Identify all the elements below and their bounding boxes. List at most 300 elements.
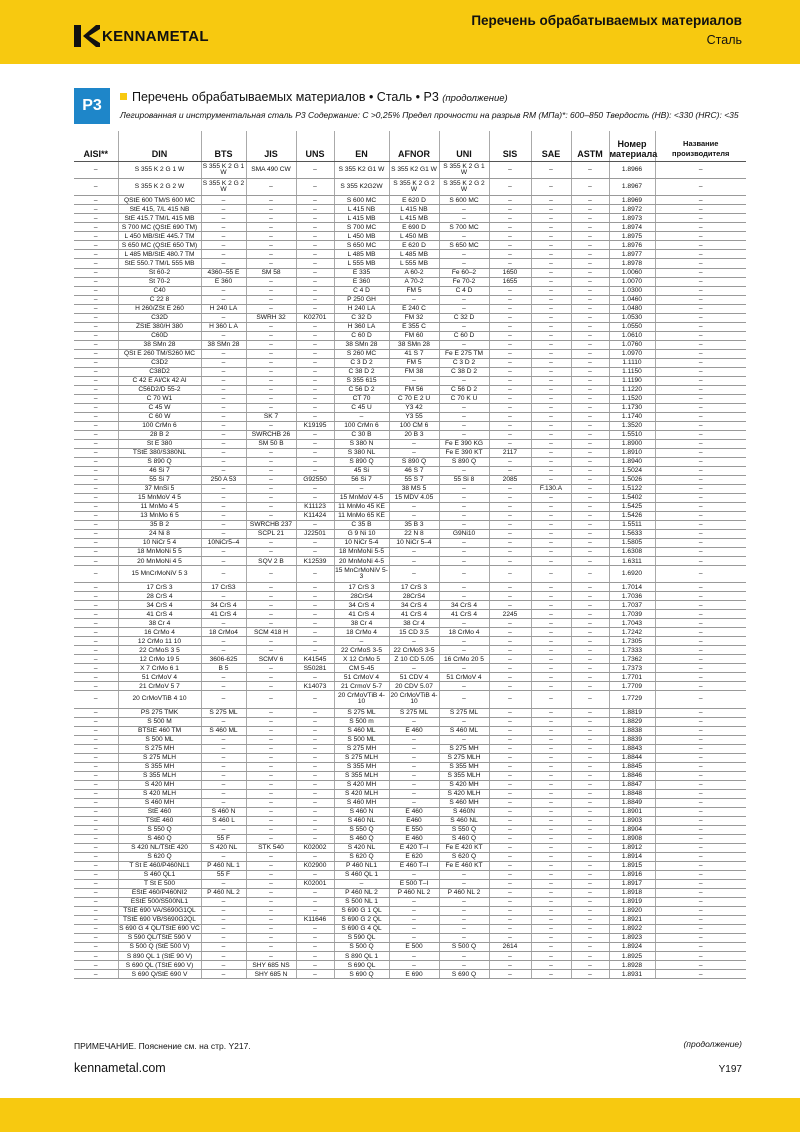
table-cell: – (439, 250, 489, 259)
table-cell: St 70-2 (118, 277, 201, 286)
table-cell: – (531, 897, 571, 906)
table-cell: – (74, 897, 118, 906)
table-cell: 17 CrS 3 (118, 583, 201, 592)
table-cell: 55 Si 7 (118, 475, 201, 484)
table-cell: 2614 (489, 942, 531, 951)
table-cell: – (531, 376, 571, 385)
table-cell: – (201, 592, 246, 601)
table-cell: – (74, 673, 118, 682)
table-cell: 1.7036 (609, 592, 655, 601)
table-cell: – (74, 241, 118, 250)
table-cell: – (246, 448, 296, 457)
table-cell: – (296, 816, 334, 825)
table-cell: P 460 NL 2 (201, 888, 246, 897)
table-cell: – (655, 726, 746, 735)
table-cell: – (74, 970, 118, 979)
table-cell: – (439, 484, 489, 493)
table-cell: S50281 (296, 664, 334, 673)
table-cell: – (571, 376, 609, 385)
table-cell: S 355 K 2 G 1 W (439, 162, 489, 179)
table-row (74, 798, 746, 807)
table-cell: – (246, 897, 296, 906)
table-cell: – (655, 583, 746, 592)
table-cell: 20 MnMoNi 4-5 (334, 557, 389, 566)
table-row (74, 295, 746, 304)
table-cell: – (246, 933, 296, 942)
table-cell: – (246, 340, 296, 349)
table-row (74, 538, 746, 547)
table-cell: E 620 D (389, 241, 439, 250)
table-cell: – (201, 744, 246, 753)
table-cell: 34 CrS 4 (389, 601, 439, 610)
table-cell: – (655, 566, 746, 583)
table-cell: 16 CrMo 20 5 (439, 655, 489, 664)
table-cell: S 620 Q (118, 852, 201, 861)
table-cell: 1.8903 (609, 816, 655, 825)
table-cell: – (571, 394, 609, 403)
table-cell: – (439, 547, 489, 556)
table-cell: – (531, 861, 571, 870)
section-title (120, 90, 508, 104)
table-row (74, 852, 746, 861)
table-cell: 38 SMn 28 (201, 340, 246, 349)
table-cell: – (74, 655, 118, 664)
table-cell: – (389, 735, 439, 744)
table-cell: – (334, 412, 389, 421)
table-cell: – (655, 557, 746, 566)
table-cell: – (571, 179, 609, 196)
table-row (74, 726, 746, 735)
table-cell: 46 Si 7 (118, 466, 201, 475)
table-cell: QSt E 260 TM/S260 MC (118, 349, 201, 358)
table-cell: – (296, 412, 334, 421)
table-cell: – (296, 708, 334, 717)
column-header: JIS (246, 131, 296, 162)
table-cell: – (531, 304, 571, 313)
table-cell: S 460 QL 1 (334, 870, 389, 879)
table-cell: 20 CrMoVTiB 4 10 (118, 691, 201, 708)
table-cell: C 3 D 2 (334, 358, 389, 367)
table-cell: – (296, 952, 334, 961)
table-cell: – (489, 331, 531, 340)
table-cell: – (201, 295, 246, 304)
table-cell: – (655, 970, 746, 979)
table-cell: – (201, 502, 246, 511)
table-cell: C56D2/D 55-2 (118, 385, 201, 394)
table-cell: H 360 LA (334, 322, 389, 331)
table-cell: – (655, 843, 746, 852)
table-cell: – (571, 610, 609, 619)
table-cell: – (74, 628, 118, 637)
table-cell: – (655, 538, 746, 547)
table-cell: – (201, 619, 246, 628)
table-cell: – (655, 493, 746, 502)
table-cell: – (489, 493, 531, 502)
table-cell: – (571, 349, 609, 358)
table-cell: C 60 D (334, 331, 389, 340)
table-cell: – (439, 376, 489, 385)
table-cell: – (246, 466, 296, 475)
table-cell: S 890 Q (334, 457, 389, 466)
table-cell: S 690 QL (334, 961, 389, 970)
table-cell: – (489, 538, 531, 547)
table-row (74, 493, 746, 502)
table-cell: G 9 Ni 10 (334, 529, 389, 538)
table-cell: SWRCHB 237 (246, 520, 296, 529)
table-cell: – (296, 583, 334, 592)
table-cell: 1.8848 (609, 789, 655, 798)
table-cell: H 260/ZSt E 260 (118, 304, 201, 313)
table-cell: – (531, 457, 571, 466)
table-cell: – (296, 780, 334, 789)
table-cell: – (74, 484, 118, 493)
table-cell: – (489, 484, 531, 493)
table-cell: – (571, 313, 609, 322)
table-cell: – (655, 403, 746, 412)
table-cell: – (655, 942, 746, 951)
table-row (74, 162, 746, 179)
table-cell: – (201, 789, 246, 798)
table-cell: – (655, 457, 746, 466)
table-cell: – (531, 430, 571, 439)
table-cell: A 70-2 (389, 277, 439, 286)
table-cell: – (489, 547, 531, 556)
table-cell: – (571, 682, 609, 691)
table-cell: – (439, 295, 489, 304)
table-cell: – (296, 628, 334, 637)
table-cell: 22 CrMoS 3-5 (389, 646, 439, 655)
table-cell: 18 CrMo 4 (334, 628, 389, 637)
table-cell: – (201, 682, 246, 691)
table-cell: E460 (389, 816, 439, 825)
table-cell: – (74, 726, 118, 735)
table-row (74, 924, 746, 933)
table-cell: – (439, 583, 489, 592)
table-cell: – (74, 358, 118, 367)
table-cell: S 500 ML (334, 735, 389, 744)
table-cell: SK 7 (246, 412, 296, 421)
table-cell: E 500 T–I (389, 879, 439, 888)
table-cell: – (489, 682, 531, 691)
table-cell: – (201, 232, 246, 241)
table-cell: – (296, 214, 334, 223)
table-cell: – (655, 511, 746, 520)
table-cell: S 690 G 4 QL/TStE 690 VC (119, 925, 200, 933)
table-cell: S 420 MH (118, 780, 201, 789)
table-cell: – (655, 322, 746, 331)
table-cell: – (246, 259, 296, 268)
table-row (74, 268, 746, 277)
column-header: UNS (296, 131, 334, 162)
table-cell: – (201, 385, 246, 394)
table-cell: – (201, 349, 246, 358)
table-row (74, 664, 746, 673)
table-cell: S 460 QL1 (118, 870, 201, 879)
table-cell: 12 CrMo 19 5 (118, 655, 201, 664)
table-cell: – (74, 870, 118, 879)
table-cell: 1.8969 (609, 196, 655, 205)
table-cell: – (571, 780, 609, 789)
table-cell: – (531, 970, 571, 979)
table-cell: – (489, 628, 531, 637)
table-cell: – (655, 906, 746, 915)
table-cell: – (74, 843, 118, 852)
table-cell: – (531, 502, 571, 511)
column-header: SAE (531, 131, 571, 162)
table-row (74, 484, 746, 493)
table-cell: – (571, 942, 609, 951)
table-cell: L 450 MB (334, 232, 389, 241)
table-cell: – (571, 789, 609, 798)
table-row (74, 448, 746, 457)
table-cell: – (201, 879, 246, 888)
table-cell: – (246, 367, 296, 376)
table-cell: – (531, 232, 571, 241)
table-cell: – (531, 475, 571, 484)
column-header: BTS (201, 131, 246, 162)
table-cell: – (531, 394, 571, 403)
table-cell: – (389, 897, 439, 906)
table-cell: – (531, 744, 571, 753)
table-cell: – (439, 214, 489, 223)
table-cell: L 415 NB (389, 205, 439, 214)
table-cell: – (246, 331, 296, 340)
table-cell: – (439, 735, 489, 744)
table-cell: 1.8973 (609, 214, 655, 223)
table-cell: – (655, 628, 746, 637)
table-cell: – (531, 601, 571, 610)
table-cell: – (246, 646, 296, 655)
table-cell: EStE 500/S500NL1 (118, 897, 201, 906)
table-cell: C 22 8 (118, 295, 201, 304)
table-cell: TStE 460 (118, 816, 201, 825)
site-url[interactable]: kennametal.com (74, 1061, 166, 1075)
table-cell: – (246, 547, 296, 556)
table-cell: 20 CDV 5.07 (389, 682, 439, 691)
table-cell: – (246, 816, 296, 825)
table-cell: – (489, 970, 531, 979)
table-cell: – (389, 295, 439, 304)
table-cell: – (655, 592, 746, 601)
table-cell: – (531, 241, 571, 250)
table-cell: 13 MnMo 6 5 (118, 511, 201, 520)
table-cell: S 460 L (201, 816, 246, 825)
table-cell: – (571, 834, 609, 843)
table-cell: – (489, 214, 531, 223)
table-cell: 1.8972 (609, 205, 655, 214)
table-cell: 38 Cr 4 (334, 619, 389, 628)
table-cell: – (201, 906, 246, 915)
table-cell: S 460N (439, 807, 489, 816)
table-cell: – (531, 403, 571, 412)
table-cell: E 460 (389, 807, 439, 816)
table-cell: – (531, 583, 571, 592)
table-cell: – (531, 870, 571, 879)
table-cell: 20 CrMoVTiB 4-10 (334, 691, 389, 708)
table-cell: – (296, 673, 334, 682)
table-cell: – (655, 879, 746, 888)
table-row (74, 367, 746, 376)
table-row (74, 637, 746, 646)
table-cell: – (655, 466, 746, 475)
table-cell: – (246, 475, 296, 484)
table-cell: – (489, 241, 531, 250)
table-cell: – (655, 897, 746, 906)
table-cell: – (74, 834, 118, 843)
table-cell: – (655, 673, 746, 682)
table-cell: – (531, 493, 571, 502)
table-cell: S 355 K 2 G 2 W (389, 179, 439, 196)
table-cell: – (655, 277, 746, 286)
table-cell: – (74, 259, 118, 268)
table-cell: – (655, 250, 746, 259)
table-cell: 28CrS4 (389, 592, 439, 601)
table-cell: – (246, 664, 296, 673)
table-cell: – (201, 897, 246, 906)
table-row (74, 547, 746, 556)
table-cell: H 360 L A (201, 322, 246, 331)
table-cell: C32D (118, 313, 201, 322)
table-cell: – (74, 277, 118, 286)
table-cell: – (489, 304, 531, 313)
table-cell: 20 MnMoNi 4 5 (118, 557, 201, 566)
table-row (74, 735, 746, 744)
table-cell: – (571, 708, 609, 717)
table-cell: – (489, 771, 531, 780)
table-cell: – (296, 807, 334, 816)
table-cell: S 690 Q (439, 970, 489, 979)
table-cell: – (655, 798, 746, 807)
table-cell: S 460 ML (201, 726, 246, 735)
table-row (74, 394, 746, 403)
table-row (74, 870, 746, 879)
table-cell: – (74, 520, 118, 529)
table-cell: – (655, 196, 746, 205)
table-cell: SCM 418 H (246, 628, 296, 637)
table-cell: – (74, 664, 118, 673)
table-cell: – (571, 439, 609, 448)
table-cell: 1.8838 (609, 726, 655, 735)
table-cell: S 420 MLH (118, 789, 201, 798)
table-cell: – (439, 691, 489, 708)
table-cell: – (489, 367, 531, 376)
table-cell: – (389, 961, 439, 970)
table-cell: – (439, 961, 489, 970)
table-cell: – (74, 162, 118, 179)
table-cell: FM 60 (389, 331, 439, 340)
table-row (74, 753, 746, 762)
table-cell: – (571, 664, 609, 673)
table-cell: S 420 MH (439, 780, 489, 789)
table-cell: – (296, 457, 334, 466)
table-cell: – (489, 295, 531, 304)
table-cell: S 500 m (334, 717, 389, 726)
table-cell: – (531, 259, 571, 268)
table-cell: 28 CrS 4 (118, 592, 201, 601)
table-cell: – (246, 538, 296, 547)
table-cell: – (571, 538, 609, 547)
table-cell: C 35 B (334, 520, 389, 529)
table-cell: – (74, 789, 118, 798)
table-cell: 1.0460 (609, 295, 655, 304)
table-cell: 11 MnMo 65 KE (334, 511, 389, 520)
table-cell: – (74, 691, 118, 708)
table-cell: S 460 NL (439, 816, 489, 825)
table-cell: – (334, 879, 389, 888)
table-cell: – (489, 762, 531, 771)
table-cell: – (296, 852, 334, 861)
table-cell: – (489, 816, 531, 825)
table-cell: – (489, 250, 531, 259)
table-cell: – (296, 717, 334, 726)
table-cell: P 250 GH (334, 295, 389, 304)
table-cell: – (489, 906, 531, 915)
table-cell: E 620 (389, 852, 439, 861)
table-cell: – (334, 484, 389, 493)
table-cell: 51 CrMoV 4 (118, 673, 201, 682)
table-cell: – (531, 349, 571, 358)
table-cell: – (389, 870, 439, 879)
table-cell: – (531, 295, 571, 304)
table-cell: J22501 (296, 529, 334, 538)
table-cell: L 450 MB/StE 445.7 TM (118, 232, 201, 241)
table-cell: 17 CrS 3 (389, 583, 439, 592)
table-cell: – (489, 843, 531, 852)
table-cell: – (655, 771, 746, 780)
table-cell: 1.0970 (609, 349, 655, 358)
table-cell: 1.1730 (609, 403, 655, 412)
table-cell: – (655, 205, 746, 214)
table-cell: – (389, 448, 439, 457)
table-cell: – (246, 394, 296, 403)
table-cell: 15 MnMoV 4-5 (334, 493, 389, 502)
table-cell: – (571, 484, 609, 493)
table-cell: 1.7701 (609, 673, 655, 682)
table-cell: – (74, 385, 118, 394)
table-row (74, 511, 746, 520)
table-cell: – (246, 457, 296, 466)
table-cell: – (74, 322, 118, 331)
table-cell: – (531, 322, 571, 331)
table-cell: – (571, 906, 609, 915)
table-row (74, 834, 746, 843)
table-cell: 1.0760 (609, 340, 655, 349)
table-cell: – (296, 566, 334, 583)
table-cell: – (571, 223, 609, 232)
table-cell: 1.6920 (609, 566, 655, 583)
table-cell: – (296, 259, 334, 268)
table-cell: – (74, 852, 118, 861)
table-cell: S 420 MLH (334, 789, 389, 798)
table-cell: C 38 D 2 (334, 367, 389, 376)
table-cell: – (439, 952, 489, 961)
table-cell: – (246, 807, 296, 816)
table-cell: – (489, 915, 531, 924)
table-cell: – (439, 340, 489, 349)
table-cell: 1.7333 (609, 646, 655, 655)
table-cell: – (296, 735, 334, 744)
table-cell: – (74, 475, 118, 484)
table-cell: 1.7037 (609, 601, 655, 610)
table-cell: – (296, 331, 334, 340)
table-cell: – (246, 250, 296, 259)
table-cell: – (74, 888, 118, 897)
table-cell: – (74, 196, 118, 205)
table-cell: 100 CrMn 6 (118, 421, 201, 430)
table-cell: – (489, 825, 531, 834)
table-cell: Fe E 390 KG (439, 439, 489, 448)
table-cell: H 240 LA (334, 304, 389, 313)
